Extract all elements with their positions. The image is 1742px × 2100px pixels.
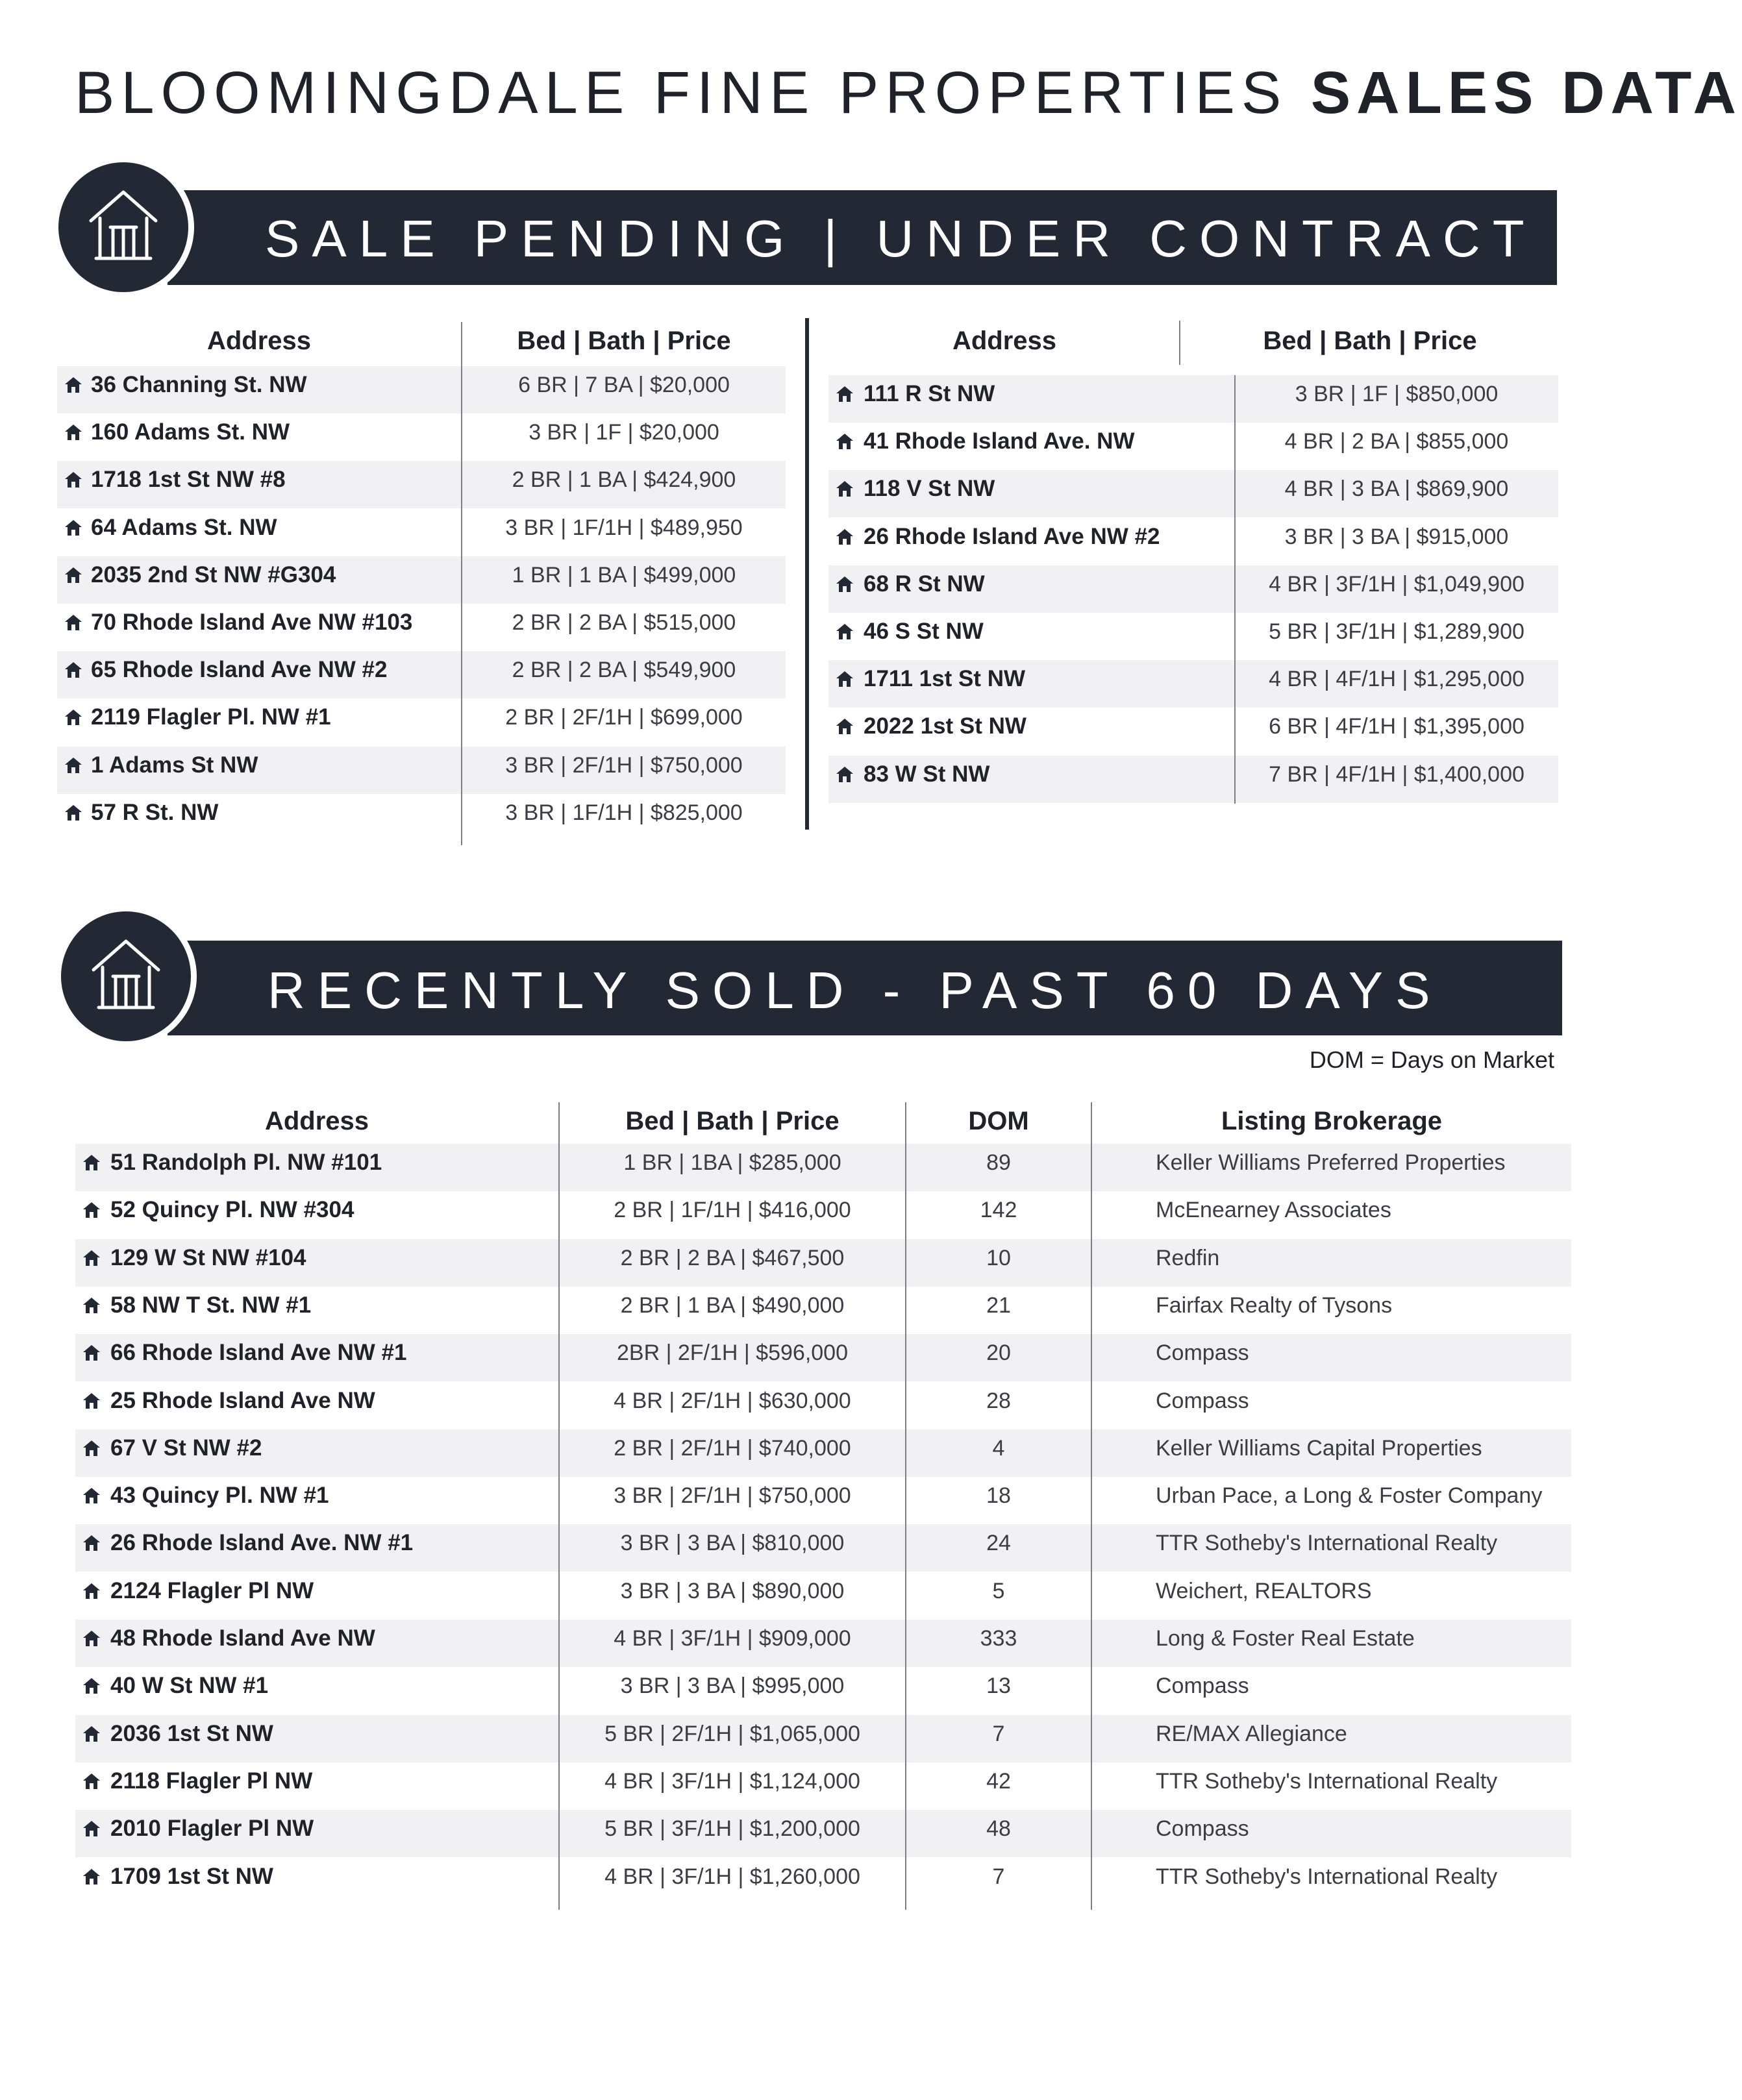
table-row [828, 375, 1558, 423]
table-row [75, 1762, 1571, 1810]
sold-dom: 18 [986, 1483, 1011, 1509]
house-icon [64, 423, 83, 445]
sold-details: 2BR | 2F/1H | $596,000 [617, 1340, 848, 1366]
house-icon [82, 1391, 101, 1414]
house-icon [64, 375, 83, 398]
sold-dom: 7 [992, 1864, 1005, 1889]
sold-dom: 13 [986, 1674, 1011, 1699]
sold-col-details: Bed | Bath | Price [625, 1107, 840, 1135]
sold-dom: 28 [986, 1388, 1011, 1413]
house-icon [835, 622, 854, 645]
sold-divider-2 [905, 1102, 906, 1910]
sold-details: 2 BR | 2 BA | $467,500 [620, 1245, 845, 1270]
table-row [75, 1524, 1571, 1572]
house-icon [87, 187, 160, 264]
pending-right-address: 111 R St NW [864, 381, 995, 406]
pending-right-details: 3 BR | 3 BA | $915,000 [1284, 524, 1509, 549]
pending-right-details: 3 BR | 1F | $850,000 [1295, 382, 1499, 406]
sold-dom: 89 [986, 1150, 1011, 1175]
pending-left-col-address: Address [206, 327, 312, 355]
table-row [75, 1620, 1571, 1667]
house-icon [64, 565, 83, 588]
sold-brokerage: RE/MAX Allegiance [1156, 1721, 1347, 1746]
pending-left-details: 3 BR | 1F | $20,000 [529, 420, 719, 445]
sold-dom: 24 [986, 1531, 1011, 1556]
sold-dom: 4 [992, 1435, 1005, 1461]
table-row [75, 1858, 1571, 1905]
page-title [75, 57, 1742, 129]
sold-details: 3 BR | 3 BA | $995,000 [620, 1674, 845, 1699]
sold-details: 4 BR | 2F/1H | $630,000 [614, 1388, 851, 1413]
house-icon [82, 1772, 101, 1794]
house-icon [64, 470, 83, 493]
sold-dom: 21 [986, 1292, 1011, 1318]
house-icon [835, 479, 854, 502]
sold-address: 1709 1st St NW [110, 1863, 273, 1889]
pending-left-details: 2 BR | 1 BA | $424,900 [512, 467, 736, 493]
sold-details: 1 BR | 1BA | $285,000 [623, 1150, 841, 1175]
pending-right-details: 4 BR | 3 BA | $869,900 [1284, 476, 1509, 502]
pending-right-details: 4 BR | 4F/1H | $1,295,000 [1269, 667, 1524, 692]
pending-left-details: 1 BR | 1 BA | $499,000 [512, 562, 736, 587]
pending-left-address: 57 R St. NW [91, 799, 219, 825]
dom-note: DOM = Days on Market [1309, 1046, 1554, 1073]
pending-right-details: 4 BR | 2 BA | $855,000 [1284, 429, 1509, 454]
sold-dom: 7 [992, 1721, 1005, 1746]
sold-dom: 48 [986, 1816, 1011, 1842]
sold-brokerage: Compass [1156, 1674, 1249, 1699]
sold-address: 129 W St NW #104 [110, 1244, 306, 1270]
pending-left-divider [461, 322, 462, 845]
sold-brokerage: TTR Sotheby's International Realty [1156, 1768, 1498, 1794]
table-row [57, 414, 786, 461]
table-row [57, 366, 786, 414]
sold-brokerage: Keller Williams Capital Properties [1156, 1435, 1482, 1461]
sold-address: 25 Rhode Island Ave NW [110, 1387, 375, 1413]
sold-address: 51 Randolph Pl. NW #101 [110, 1150, 382, 1175]
sold-address: 2036 1st St NW [110, 1720, 273, 1746]
sold-brokerage: Long & Foster Real Estate [1156, 1626, 1415, 1651]
pending-right-address: 68 R St NW [864, 571, 985, 597]
pending-right-details: 5 BR | 3F/1H | $1,289,900 [1269, 619, 1524, 644]
sold-brokerage: Compass [1156, 1816, 1249, 1842]
sold-brokerage: McEnearney Associates [1156, 1198, 1391, 1223]
table-row [75, 1191, 1571, 1239]
house-icon [835, 669, 854, 692]
sold-dom: 42 [986, 1768, 1011, 1794]
sold-address: 67 V St NW #2 [110, 1435, 262, 1461]
house-icon [82, 1296, 101, 1318]
pending-left-address: 1718 1st St NW #8 [91, 467, 286, 493]
pending-left-details: 3 BR | 1F/1H | $825,000 [505, 800, 743, 825]
house-icon [82, 1724, 101, 1747]
sold-details: 2 BR | 1 BA | $490,000 [620, 1292, 845, 1318]
table-row [828, 423, 1558, 470]
pending-center-divider [805, 318, 809, 830]
pending-left-details: 2 BR | 2F/1H | $699,000 [505, 705, 743, 730]
house-icon [82, 1200, 101, 1223]
sold-address: 52 Quincy Pl. NW #304 [110, 1197, 355, 1223]
sold-brokerage: Urban Pace, a Long & Foster Company [1156, 1483, 1543, 1509]
table-row [75, 1287, 1571, 1334]
sold-dom: 10 [986, 1245, 1011, 1270]
table-row [75, 1429, 1571, 1477]
pending-heading: SALE PENDING | UNDER CONTRACT [265, 210, 1537, 267]
sold-divider-3 [1091, 1102, 1092, 1910]
title-light: BLOOMINGDALE FINE PROPERTIES [75, 60, 1288, 126]
sold-details: 5 BR | 3F/1H | $1,200,000 [604, 1816, 860, 1842]
house-icon [64, 803, 83, 826]
pending-left-address: 2119 Flagler Pl. NW #1 [91, 704, 331, 730]
sold-address: 2118 Flagler Pl NW [110, 1768, 313, 1794]
pending-right-address: 41 Rhode Island Ave. NW [864, 428, 1135, 454]
pending-right-address: 2022 1st St NW [864, 713, 1027, 739]
pending-left-address: 160 Adams St. NW [91, 419, 290, 445]
sold-brokerage: Redfin [1156, 1245, 1220, 1270]
pending-right-address: 83 W St NW [864, 761, 990, 787]
house-icon [82, 1153, 101, 1176]
pending-left-address: 70 Rhode Island Ave NW #103 [91, 610, 413, 635]
pending-right-header-divider [1179, 321, 1180, 365]
sold-dom: 20 [986, 1340, 1011, 1366]
sold-house-badge [61, 911, 191, 1041]
sold-details: 3 BR | 3 BA | $890,000 [620, 1578, 845, 1603]
house-icon [64, 613, 83, 636]
table-row [828, 518, 1558, 565]
pending-left-address: 64 Adams St. NW [91, 514, 277, 540]
sold-brokerage: TTR Sotheby's International Realty [1156, 1531, 1498, 1556]
house-icon [835, 765, 854, 787]
house-icon [64, 518, 83, 541]
table-row [828, 756, 1558, 803]
house-icon [835, 717, 854, 739]
sold-col-address: Address [264, 1107, 369, 1135]
pending-left-address: 36 Channing St. NW [91, 372, 307, 397]
pending-left-address: 1 Adams St NW [91, 752, 258, 778]
pending-left-address: 2035 2nd St NW #G304 [91, 562, 336, 587]
sold-dom: 142 [980, 1198, 1017, 1223]
pending-right-col-address: Address [952, 327, 1057, 355]
sold-details: 3 BR | 2F/1H | $750,000 [614, 1483, 851, 1509]
table-row [828, 613, 1558, 660]
table-row [75, 1239, 1571, 1287]
sold-brokerage: Compass [1156, 1340, 1249, 1366]
sold-address: 26 Rhode Island Ave. NW #1 [110, 1530, 414, 1556]
table-row [828, 565, 1558, 613]
sold-col-brokerage: Listing Brokerage [1221, 1107, 1443, 1135]
table-row [75, 1477, 1571, 1524]
table-row [75, 1667, 1571, 1714]
sold-address: 43 Quincy Pl. NW #1 [110, 1483, 329, 1509]
house-icon [82, 1248, 101, 1271]
sold-details: 4 BR | 3F/1H | $909,000 [614, 1626, 851, 1651]
table-row [57, 747, 786, 794]
sold-brokerage: Weichert, REALTORS [1156, 1578, 1372, 1603]
house-icon [82, 1676, 101, 1699]
house-icon [82, 1819, 101, 1842]
sold-brokerage: Compass [1156, 1388, 1249, 1413]
table-row [75, 1144, 1571, 1191]
pending-right-address: 26 Rhode Island Ave NW #2 [864, 523, 1160, 549]
pending-left-details: 6 BR | 7 BA | $20,000 [518, 373, 730, 397]
table-row [828, 660, 1558, 708]
sold-brokerage: Fairfax Realty of Tysons [1156, 1292, 1393, 1318]
pending-right-details: 4 BR | 3F/1H | $1,049,900 [1269, 571, 1524, 597]
table-row [828, 470, 1558, 517]
title-bold: SALES DATA [1310, 60, 1742, 126]
table-row [57, 461, 786, 508]
house-icon [82, 1343, 101, 1366]
sold-heading: RECENTLY SOLD - PAST 60 DAYS [268, 961, 1443, 1019]
table-row [57, 651, 786, 698]
pending-right-col-details: Bed | Bath | Price [1263, 327, 1477, 355]
pending-right-details: 7 BR | 4F/1H | $1,400,000 [1269, 761, 1524, 787]
sold-address: 2124 Flagler Pl NW [110, 1577, 314, 1603]
sold-address: 40 W St NW #1 [110, 1673, 269, 1699]
pending-right-details: 6 BR | 4F/1H | $1,395,000 [1269, 714, 1524, 739]
pending-left-address: 65 Rhode Island Ave NW #2 [91, 657, 388, 683]
pending-right-address: 118 V St NW [864, 476, 995, 502]
sold-divider-1 [558, 1102, 560, 1910]
sold-details: 3 BR | 3 BA | $810,000 [620, 1531, 845, 1556]
house-icon [82, 1629, 101, 1651]
sold-address: 66 Rhode Island Ave NW #1 [110, 1340, 407, 1366]
table-row [75, 1715, 1571, 1762]
pending-right-address: 1711 1st St NW [864, 666, 1025, 692]
sold-dom: 333 [980, 1626, 1017, 1651]
table-row [75, 1334, 1571, 1381]
sold-details: 2 BR | 1F/1H | $416,000 [614, 1198, 851, 1223]
pending-left-col-details: Bed | Bath | Price [517, 327, 731, 355]
pending-left-details: 3 BR | 2F/1H | $750,000 [505, 752, 743, 778]
house-icon [82, 1486, 101, 1509]
sold-address: 48 Rhode Island Ave NW [110, 1625, 375, 1651]
sold-address: 58 NW T St. NW #1 [110, 1292, 312, 1318]
pending-right-address: 46 S St NW [864, 619, 984, 644]
pending-left-details: 3 BR | 1F/1H | $489,950 [505, 515, 743, 540]
sold-brokerage: Keller Williams Preferred Properties [1156, 1150, 1506, 1175]
house-icon [82, 1533, 101, 1556]
house-icon [90, 936, 162, 1013]
table-row [57, 794, 786, 841]
table-row [828, 708, 1558, 755]
sold-address: 2010 Flagler Pl NW [110, 1816, 314, 1842]
house-icon [64, 708, 83, 730]
house-icon [82, 1581, 101, 1604]
sold-details: 4 BR | 3F/1H | $1,124,000 [604, 1768, 860, 1794]
house-icon [835, 432, 854, 454]
table-row [75, 1382, 1571, 1429]
table-row [75, 1572, 1571, 1620]
sold-details: 4 BR | 3F/1H | $1,260,000 [604, 1864, 860, 1889]
sold-details: 5 BR | 2F/1H | $1,065,000 [604, 1721, 860, 1746]
sold-details: 2 BR | 2F/1H | $740,000 [614, 1435, 851, 1461]
house-icon [64, 660, 83, 683]
table-row [57, 556, 786, 604]
table-row [57, 604, 786, 651]
house-icon [835, 574, 854, 597]
house-icon [64, 756, 83, 778]
house-icon [835, 384, 854, 407]
pending-left-details: 2 BR | 2 BA | $515,000 [512, 610, 736, 635]
table-row [57, 698, 786, 746]
house-icon [82, 1439, 101, 1461]
house-icon [82, 1867, 101, 1890]
sold-brokerage: TTR Sotheby's International Realty [1156, 1864, 1498, 1889]
sold-col-dom: DOM [968, 1107, 1029, 1135]
sold-dom: 5 [992, 1578, 1005, 1603]
house-icon [835, 527, 854, 550]
pending-left-details: 2 BR | 2 BA | $549,900 [512, 658, 736, 683]
table-row [75, 1810, 1571, 1857]
table-row [57, 509, 786, 556]
pending-right-divider [1234, 375, 1236, 804]
pending-house-badge [58, 162, 188, 292]
